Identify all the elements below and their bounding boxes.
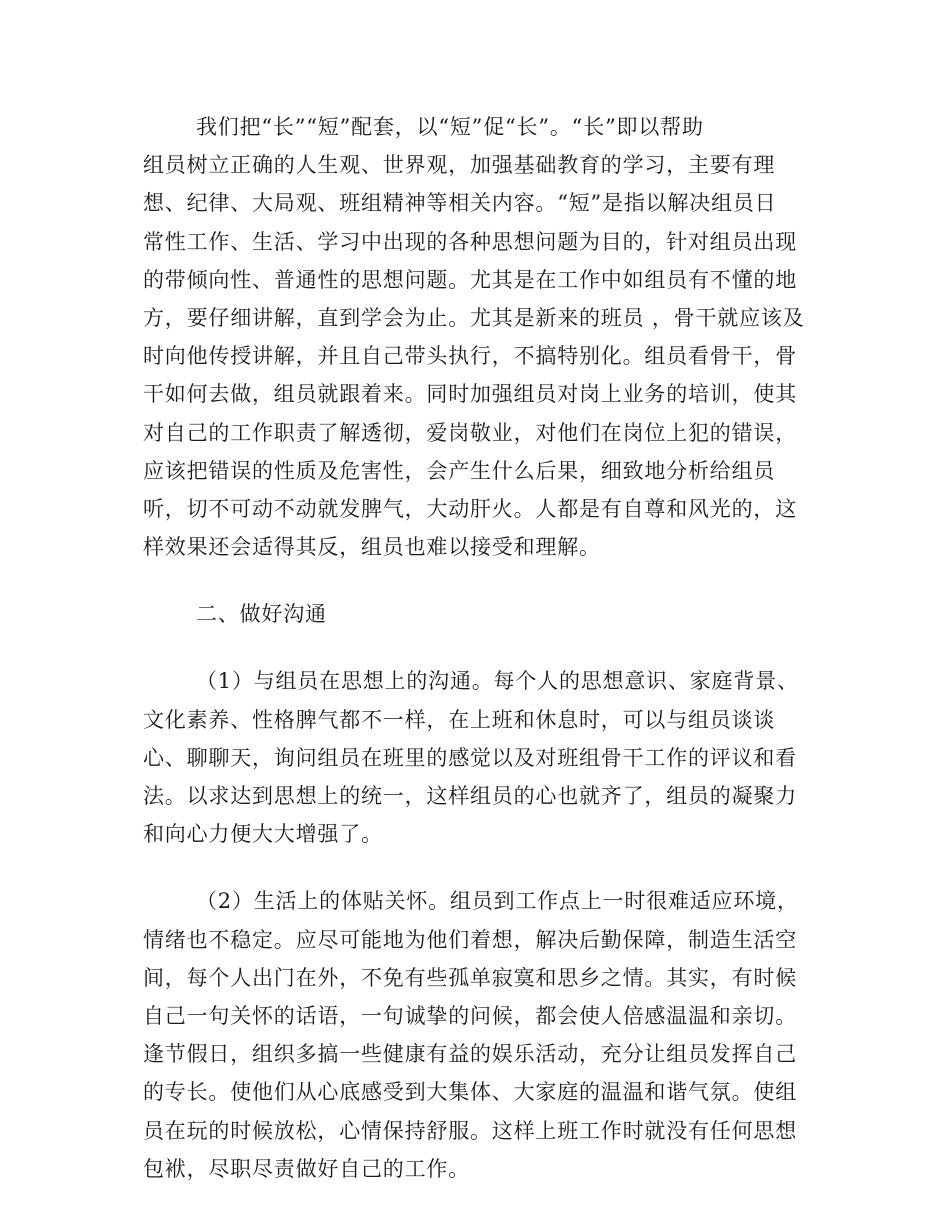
paragraph-line: 时向他传授讲解，并且自己带头执行，不搞特别化。组员看骨干，骨 [143, 344, 797, 369]
paragraph-line: 心、聊聊天，询问组员在班里的感觉以及对班组骨干工作的评议和看 [143, 745, 797, 770]
paragraph-line: 法。以求达到思想上的统一，这样组员的心也就齐了，组员的凝聚力 [143, 784, 797, 808]
paragraph-line: 听，切不可动不动就发脾气，大动肝火。人都是有自尊和风光的，这 [143, 496, 797, 521]
paragraph-line: 情绪也不稳定。应尽可能地为他们着想，解决后勤保障，制造生活空 [143, 927, 797, 952]
paragraph-line: 自己一句关怀的话语，一句诚挚的问候，都会使人倍感温温和亲切。 [143, 1003, 797, 1028]
paragraph-line: 包袱，尽职尽责做好自己的工作。 [143, 1156, 470, 1181]
paragraph-line: 干如何去做，组员就跟着来。同时加强组员对岗上业务的培训，使其 [143, 382, 797, 407]
paragraph-line: 对自己的工作职责了解透彻，爱岗敬业，对他们在岗位上犯的错误， [143, 420, 797, 445]
paragraph-line: （1）与组员在思想上的沟通。每个人的思想意识、家庭背景、 [196, 669, 799, 694]
paragraph-line: 方，要仔细讲解，直到学会为止。尤其是新来的班员 ，骨干就应该及 [143, 305, 805, 330]
paragraph-3 [143, 882, 803, 1188]
paragraph-line: 的带倾向性、普通性的思想问题。尤其是在工作中如组员有不懂的地 [143, 267, 797, 292]
document-body [143, 108, 803, 1188]
paragraph-line: 我们把“长”“短”配套，以“短”促“长”。“长”即以帮助 [196, 115, 704, 139]
paragraph-line: 的专长。使他们从心底感受到大集体、大家庭的温温和谐气氛。使组 [143, 1080, 797, 1105]
paragraph-spacer [143, 566, 803, 595]
paragraph-spacer [143, 853, 803, 882]
paragraph-line: 间，每个人出门在外，不免有些孤单寂寞和思乡之情。其实，有时候 [143, 965, 797, 990]
paragraph-line: 应该把错误的性质及危害性，会产生什么后果，细致地分析给组员 [143, 458, 776, 483]
paragraph-line: 样效果还会适得其反，组员也难以接受和理解。 [143, 535, 601, 560]
paragraph-line: 逢节假日，组织多搞一些健康有益的娱乐活动，充分让组员发挥自己 [143, 1042, 797, 1067]
paragraph-line: 和向心力便大大增强了。 [143, 822, 383, 847]
paragraph-line: 文化素养、性格脾气都不一样，在上班和休息时，可以与组员谈谈 [143, 707, 776, 732]
paragraph-line: 常性工作、生活、学习中出现的各种思想问题为目的，针对组员出现 [143, 229, 797, 254]
paragraph-line: 想、纪律、大局观、班组精神等相关内容。“短”是指以解决组员日 [143, 191, 777, 216]
paragraph-line: 组员树立正确的人生观、世界观，加强基础教育的学习，主要有理 [143, 153, 776, 178]
paragraph-line: 员在玩的时候放松，心情保持舒服。这样上班工作时就没有任何思想 [143, 1118, 797, 1143]
section-heading: 二、做好沟通 [196, 602, 327, 627]
paragraph-2 [143, 662, 803, 853]
paragraph-spacer [143, 633, 803, 662]
paragraph-1 [143, 108, 803, 566]
paragraph-line: （2）生活上的体贴关怀。组员到工作点上一时很难适应环境， [196, 889, 799, 914]
